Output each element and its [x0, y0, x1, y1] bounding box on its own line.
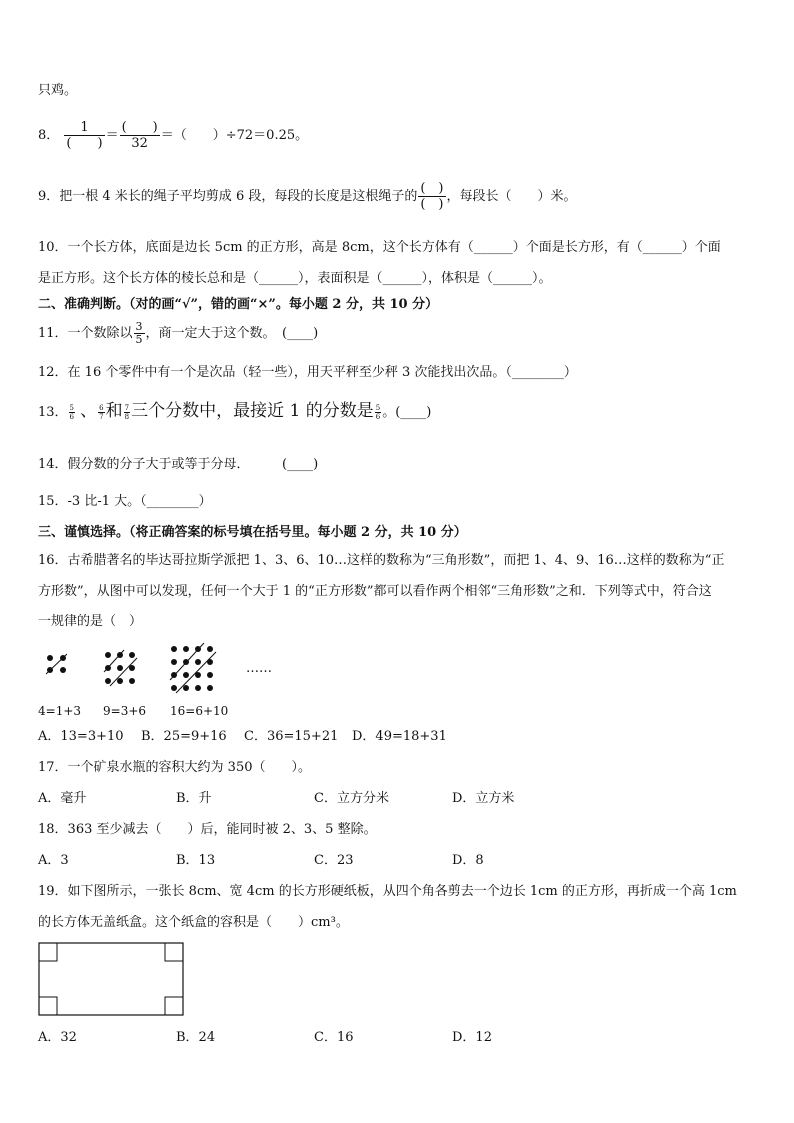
q16-option-d[interactable]: D．49=18+31 [352, 729, 447, 744]
q18-option-b[interactable]: B．13 [176, 853, 216, 868]
q13-fraction-2 [98, 404, 104, 421]
q17-option-d[interactable]: D．立方米 [452, 791, 515, 806]
q19-option-c[interactable]: C．16 [314, 1030, 354, 1045]
q8-rest: ＝（ ）÷72＝0.25。 [160, 128, 309, 143]
q17-option-c[interactable]: C．立方分米 [314, 791, 389, 806]
caption-9: 9=3+6 [103, 704, 147, 718]
question-15: 15．-3 比-1 大。（________） [38, 494, 212, 509]
q11-text-b: ，商一定大于这个数。 (____) [145, 326, 319, 341]
q13-tail: 。(____) [382, 405, 432, 420]
q13-separator: 、 [80, 401, 98, 421]
dot-figure-16 [170, 643, 216, 693]
caption-4: 4=1+3 [38, 704, 82, 718]
question-9 [38, 181, 577, 212]
q19-option-d[interactable]: D．12 [452, 1030, 492, 1045]
question-16-line-1: 16．古希腊著名的毕达哥拉斯学派把 1、3、6、10…这样的数称为“三角形数”，而把 1、4、9、16…这样的数称为“正 [38, 553, 725, 568]
section-2-heading: 二、准确判断。（对的画“√”，错的画“×”。每小题 2 分，共 10 分） [38, 297, 439, 312]
q11-text-a: 11．一个数除以 [38, 326, 133, 341]
q18-option-a[interactable]: A．3 [38, 853, 69, 868]
dot-figure-9 [104, 650, 137, 686]
q17-option-a[interactable]: A．毫升 [38, 791, 87, 806]
q13-f3-denominator: 8 [124, 413, 130, 421]
q9-text-b: ，每段长（ ）米。 [446, 189, 577, 204]
q16-option-a[interactable]: A．13=3+10 [38, 729, 124, 744]
dot-figure-4 [46, 654, 67, 674]
q13-fraction-3 [124, 404, 130, 421]
q9-numerator: ( ) [420, 181, 444, 196]
question-17: 17．一个矿泉水瓶的容积大约为 350（ ）。 [38, 760, 311, 775]
q8-f1-numerator: 1 [64, 120, 104, 136]
question-19-line-1: 19．如下图所示，一张长 8cm、宽 4cm 的长方形硬纸板，从四个角各剪去一个边长 1cm 的正方形，再折成一个高 1cm [38, 884, 737, 899]
question-16-line-3: 一规律的是（ ） [38, 614, 143, 629]
question-12: 12．在 16 个零件中有一个是次品（轻一些），用天平秤至少秤 3 次能找出次品。（________） [38, 365, 577, 380]
q13-fraction-4 [375, 404, 381, 421]
q16-option-b[interactable]: B．25=9+16 [141, 729, 227, 744]
question-19-line-2: 的长方体无盖纸盒。这个纸盒的容积是（ ）cm³。 [38, 915, 349, 930]
q8-f2-numerator: ( ) [121, 120, 158, 135]
q13-text: 三个分数中，最接近 1 的分数是 [131, 401, 374, 421]
q13-f2-denominator: 7 [99, 413, 104, 421]
q8-fraction-2 [120, 120, 160, 151]
question-8 [38, 120, 308, 151]
q11-numerator: 3 [135, 320, 143, 333]
q9-fraction [418, 181, 445, 212]
q9-denominator: ( ) [420, 197, 444, 212]
q8-f2-denominator: 32 [131, 136, 148, 151]
question-16-line-2: 方形数”，从图中可以发现，任何一个大于 1 的“正方形数”都可以看作两个相邻“三角形数”之和．下列等式中，符合这 [38, 584, 712, 599]
q11-denominator: 5 [135, 333, 143, 346]
cardboard-rectangle-figure [38, 942, 188, 1018]
q11-fraction [134, 321, 145, 346]
q9-text-a: 9．把一根 4 米长的绳子平均剪成 6 段，每段的长度是这根绳子的 [38, 189, 418, 204]
question-13 [38, 402, 431, 422]
q13-number: 13． [38, 405, 68, 420]
q8-f1-denominator: ( ) [66, 136, 103, 151]
q13-f3-numerator: 7 [124, 404, 130, 412]
q13-f4-numerator: 5 [375, 404, 381, 412]
q18-option-d[interactable]: D．8 [452, 853, 484, 868]
question-10-line-2: 是正方形。这个长方体的棱长总和是（______），表面积是（______），体积是（______）。 [38, 271, 552, 286]
q16-option-c[interactable]: C．36=15+21 [244, 729, 339, 744]
caption-16: 16=6+10 [170, 704, 229, 718]
question-11 [38, 321, 318, 346]
square-number-dot-figures [38, 640, 278, 698]
question-14: 14．假分数的分子大于或等于分母． (____) [38, 457, 319, 472]
q18-option-c[interactable]: C．23 [314, 853, 354, 868]
question-18: 18．363 至少减去（ ）后，能同时被 2、3、5 整除。 [38, 822, 377, 837]
q13-f4-denominator: 6 [375, 413, 381, 421]
section-3-heading: 三、谨慎选择。（将正确答案的标号填在括号里。每小题 2 分，共 10 分） [38, 525, 467, 540]
q13-fraction-1 [69, 404, 75, 421]
q13-f1-numerator: 5 [69, 404, 75, 412]
q8-number: 8． [38, 128, 60, 143]
question-10-line-1: 10．一个长方体，底面是边长 5cm 的正方形，高是 8cm，这个长方体有（______）个面是长方形，有（______）个面 [38, 240, 721, 255]
q13-and: 和 [105, 401, 123, 421]
q19-option-a[interactable]: A．32 [38, 1030, 77, 1045]
q17-option-b[interactable]: B．升 [176, 791, 212, 806]
q19-option-b[interactable]: B．24 [176, 1030, 216, 1045]
q8-fraction-1 [64, 120, 104, 151]
dot-figure-ellipsis: …… [246, 661, 272, 676]
q13-f2-numerator: 6 [99, 404, 104, 412]
q13-f1-denominator: 6 [69, 413, 75, 421]
q8-equals: ＝ [105, 128, 119, 143]
previous-question-tail: 只鸡。 [38, 83, 78, 98]
